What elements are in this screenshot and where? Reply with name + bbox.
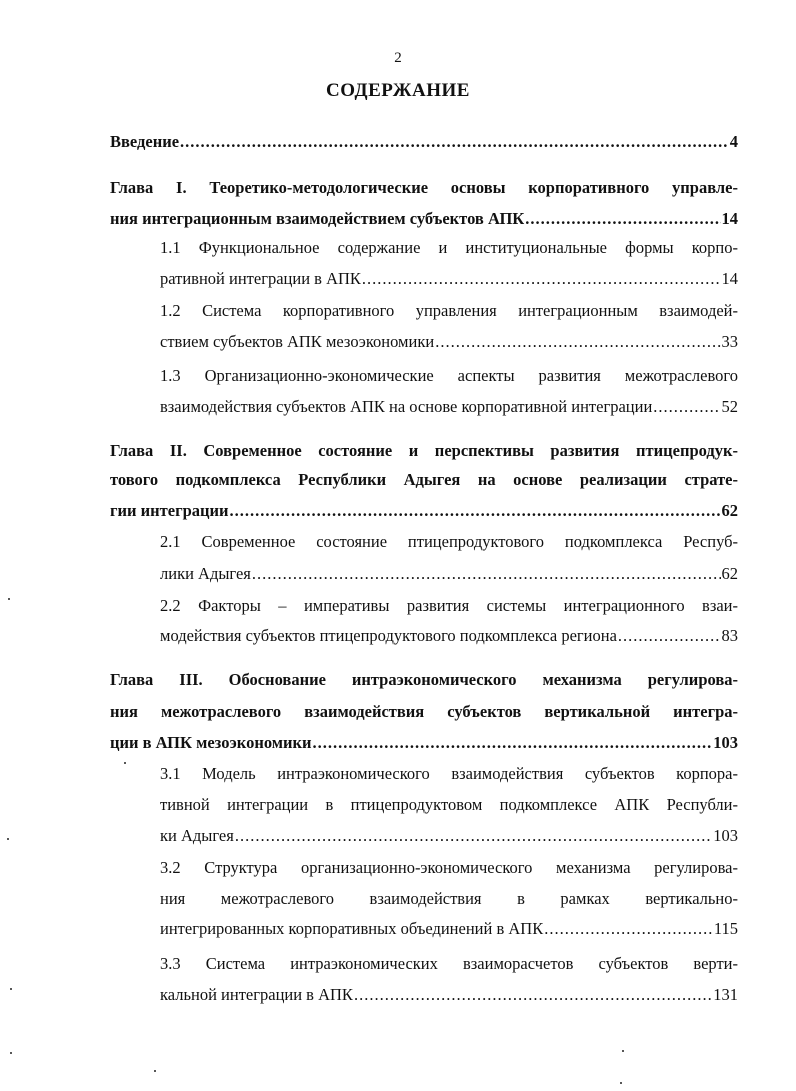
toc-chapter-line: ния межотраслевого взаимодействия субъектов вертикальной интегра- [110, 702, 738, 721]
toc-page-number: 115 [713, 919, 738, 938]
toc-page-number: 14 [721, 269, 738, 288]
toc-chapter-line-last [110, 208, 738, 230]
toc-section-line-last [160, 825, 738, 847]
toc-entry-label: ки Адыгея [160, 826, 234, 845]
toc-chapter-line: Глава II. Современное состояние и перспективы развития птицепродук- [110, 441, 738, 460]
scan-speck [620, 1082, 622, 1084]
toc-entry-label: ции в АПК мезоэкономики [110, 733, 312, 752]
toc-page-number: 103 [713, 733, 738, 752]
leader-dots [362, 268, 721, 290]
leader-dots [354, 984, 712, 1006]
toc-page-number: 131 [713, 985, 738, 1004]
toc-entry-label: Введение [110, 132, 180, 151]
scan-speck [622, 1050, 624, 1052]
toc-page-number: 62 [721, 501, 738, 520]
toc-section-line-last [160, 984, 738, 1006]
scan-speck [10, 988, 12, 990]
scan-speck [124, 762, 126, 764]
toc-page-number: 83 [721, 626, 738, 645]
leader-dots [180, 131, 729, 153]
leader-dots [544, 918, 713, 940]
scan-speck [10, 1052, 12, 1054]
toc-section-line: 2.2 Факторы – императивы развития системы интеграционного взаи- [160, 596, 738, 615]
page-title: СОДЕРЖАНИЕ [326, 80, 470, 101]
toc-page-number: 62 [721, 564, 738, 583]
toc-section-line-last [160, 331, 738, 353]
leader-dots [653, 396, 720, 418]
toc-chapter-line-last [110, 500, 738, 522]
toc-section-line: 2.1 Современное состояние птицепродуктового подкомплекса Респуб- [160, 532, 738, 551]
toc-entry-intro[interactable] [110, 131, 738, 153]
toc-section-line: 1.3 Организационно-экономические аспекты развития межотраслевого [160, 366, 738, 385]
toc-entry-label: лики Адыгея [160, 564, 251, 583]
leader-dots [435, 331, 720, 353]
toc-entry-label: ративной интеграции в АПК [160, 269, 361, 288]
toc-section-line-last [160, 918, 738, 940]
toc-section-line: 3.1 Модель интраэкономического взаимодействия субъектов корпора- [160, 764, 738, 783]
leader-dots [252, 563, 721, 585]
toc-page-number: 52 [721, 397, 738, 416]
toc-entry-label: ния интеграционным взаимодействием субъектов АПК [110, 209, 525, 228]
leader-dots [313, 732, 713, 754]
toc-page-number: 14 [721, 209, 738, 228]
toc-entry-label: модействия субъектов птицепродуктового подкомплекса региона [160, 626, 617, 645]
toc-chapter-line-last [110, 732, 738, 754]
toc-page-number: 103 [713, 826, 738, 845]
toc-page-number: 4 [729, 132, 738, 151]
toc-chapter-line: тового подкомплекса Республики Адыгея на основе реализации страте- [110, 470, 738, 489]
toc-section-line-last [160, 563, 738, 585]
toc-entry-label: кальной интеграции в АПК [160, 985, 353, 1004]
toc-entry-label: ствием субъектов АПК мезоэкономики [160, 332, 435, 351]
toc-section-line-last [160, 396, 738, 418]
scan-speck [154, 1070, 156, 1072]
toc-section-line: ния межотраслевого взаимодействия в рамках вертикально- [160, 889, 738, 908]
toc-entry-label: гии интеграции [110, 501, 229, 520]
leader-dots [618, 625, 721, 647]
leader-dots [230, 500, 721, 522]
leader-dots [525, 208, 720, 230]
toc-section-line-last [160, 268, 738, 290]
toc-chapter-line: Глава I. Теоретико-методологические основы корпоративного управле- [110, 178, 738, 197]
toc-entry-label: интегрированных корпоративных объединений в АПК [160, 919, 544, 938]
toc-section-line: 3.2 Структура организационно-экономического механизма регулирова- [160, 858, 738, 877]
page-number: 2 [394, 50, 402, 66]
toc-section-line: 3.3 Система интраэкономических взаиморасчетов субъектов верти- [160, 954, 738, 973]
toc-chapter-line: Глава III. Обоснование интраэкономического механизма регулирова- [110, 670, 738, 689]
toc-page-number: 33 [721, 332, 738, 351]
toc-section-line-last [160, 625, 738, 647]
toc-entry-label: взаимодействия субъектов АПК на основе корпоративной интеграции [160, 397, 653, 416]
toc-section-line: 1.1 Функциональное содержание и институциональные формы корпо- [160, 238, 738, 257]
toc-section-line: 1.2 Система корпоративного управления интеграционным взаимодей- [160, 301, 738, 320]
toc-section-line: тивной интеграции в птицепродуктовом подкомплексе АПК Республи- [160, 795, 738, 814]
leader-dots [235, 825, 712, 847]
scan-speck [7, 838, 9, 840]
scan-speck [8, 598, 10, 600]
